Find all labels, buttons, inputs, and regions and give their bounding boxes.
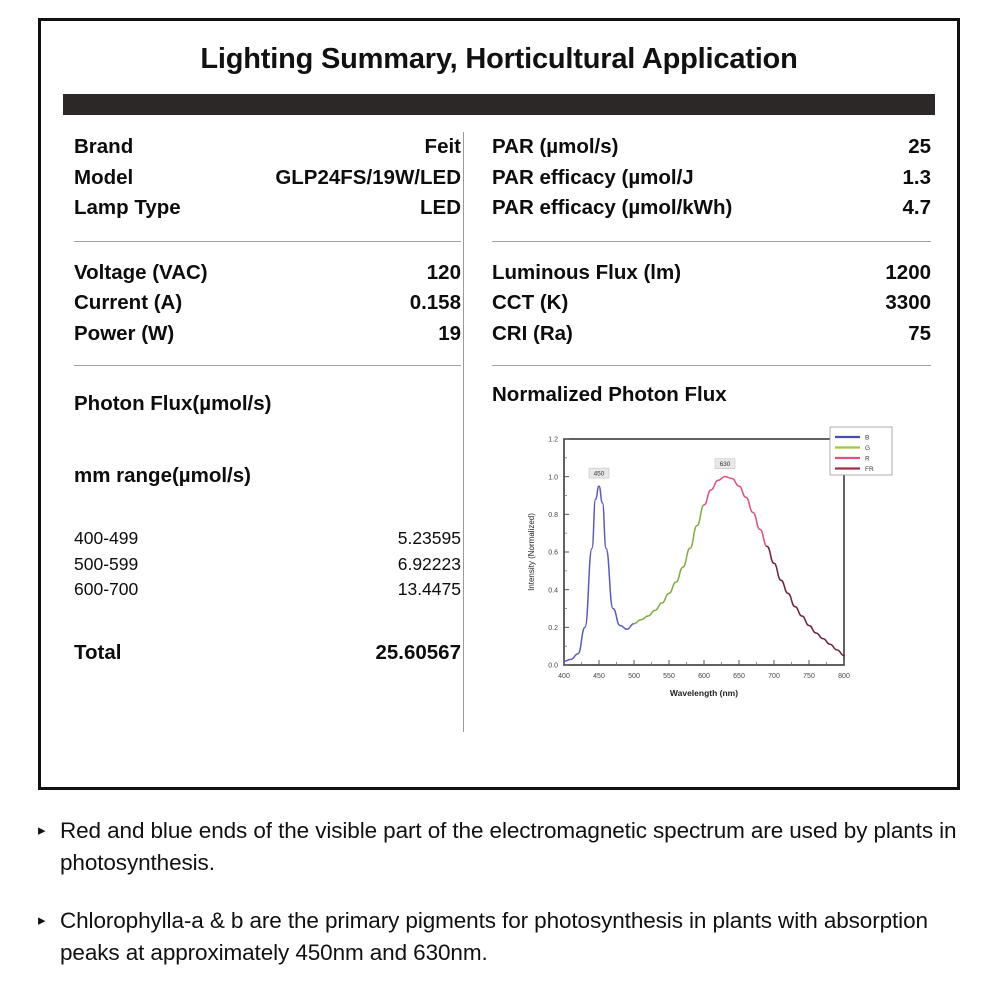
bullet-triangle-icon: ▸ — [38, 911, 46, 929]
total-label: Total — [74, 640, 122, 664]
spec-value: 1.3 — [902, 165, 931, 189]
table-row — [74, 577, 461, 603]
photon-flux-subheading: mm range(µmol/s) — [74, 464, 251, 488]
spec-columns — [41, 132, 957, 732]
spec-row — [492, 193, 931, 224]
spec-key: PAR efficacy (µmol/kWh) — [492, 196, 733, 220]
svg-text:0.2: 0.2 — [548, 625, 558, 633]
spec-value: 120 — [426, 260, 461, 284]
photometric-group — [492, 258, 931, 350]
chart-title: Normalized Photon Flux — [492, 383, 727, 407]
svg-text:1.2: 1.2 — [548, 436, 558, 444]
spectrum-chart-svg — [492, 421, 926, 709]
spec-key: Model — [74, 165, 134, 189]
spec-row — [492, 132, 931, 163]
spec-key: CRI (Ra) — [492, 321, 573, 345]
range-label: 400-499 — [74, 528, 139, 549]
svg-text:700: 700 — [768, 673, 780, 681]
spec-value: GLP24FS/19W/LED — [275, 165, 461, 189]
spec-value: 1200 — [885, 260, 931, 284]
spec-row — [74, 288, 461, 319]
divider — [74, 241, 461, 242]
svg-text:550: 550 — [663, 673, 675, 681]
spec-row — [74, 319, 461, 350]
spec-row — [492, 319, 931, 350]
svg-text:1.0: 1.0 — [548, 474, 558, 482]
svg-text:FR: FR — [865, 466, 874, 474]
divider — [74, 365, 461, 366]
svg-text:0.0: 0.0 — [548, 662, 558, 670]
left-spec-column — [41, 132, 461, 732]
spec-row — [492, 163, 931, 194]
spec-row — [492, 258, 931, 289]
spec-key: CCT (K) — [492, 291, 569, 315]
electrical-group — [74, 258, 461, 350]
notes-list — [38, 815, 968, 995]
bullet-triangle-icon: ▸ — [38, 822, 46, 839]
photon-flux-table — [74, 526, 461, 603]
spec-key: Power (W) — [74, 321, 175, 345]
photon-flux-total-row — [74, 641, 461, 665]
spec-value: 19 — [438, 321, 461, 345]
spec-row — [74, 132, 461, 163]
list-item-text: Chlorophylla-a & b are the primary pigments for photosynthesis in plants with absorption peaks at approximately 450nm and 630nm. — [60, 907, 928, 965]
identity-group — [74, 132, 461, 224]
svg-text:Wavelength (nm): Wavelength (nm) — [669, 688, 739, 699]
spec-value: 3300 — [885, 291, 931, 315]
right-spec-column — [464, 132, 957, 732]
svg-text:400: 400 — [558, 673, 570, 681]
page-title: Lighting Summary, Horticultural Application — [200, 43, 798, 75]
spec-row — [74, 258, 461, 289]
spec-key: Lamp Type — [74, 196, 181, 220]
svg-text:0.8: 0.8 — [548, 512, 558, 520]
svg-text:600: 600 — [698, 673, 710, 681]
spec-key: PAR efficacy (µmol/J — [492, 165, 694, 189]
photon-flux-heading: Photon Flux(µmol/s) — [74, 392, 272, 416]
spec-key: Luminous Flux (lm) — [492, 260, 682, 284]
svg-text:0.4: 0.4 — [548, 587, 558, 595]
spec-value: 4.7 — [902, 196, 931, 220]
title-underline-bar — [63, 94, 935, 115]
range-value: 6.92223 — [397, 553, 461, 574]
total-value: 25.60567 — [375, 640, 461, 664]
par-group — [492, 132, 931, 224]
spec-row — [74, 163, 461, 194]
spec-row — [492, 288, 931, 319]
list-item-text: Red and blue ends of the visible part of the electromagnetic spectrum are used by plants in photosynthesis. — [60, 818, 957, 875]
spec-value: 75 — [908, 321, 931, 345]
list-item — [38, 815, 968, 879]
spec-value: 25 — [908, 135, 931, 158]
svg-text:500: 500 — [628, 673, 640, 681]
table-row — [74, 526, 461, 552]
svg-text:0.6: 0.6 — [548, 549, 558, 557]
table-row — [74, 552, 461, 578]
svg-text:450: 450 — [593, 470, 605, 478]
range-value: 5.23595 — [397, 528, 461, 549]
spec-key: PAR (µmol/s) — [492, 135, 619, 158]
spec-row — [74, 193, 461, 224]
svg-text:R: R — [865, 455, 870, 463]
spec-key: Brand — [74, 135, 134, 158]
list-item — [38, 905, 968, 969]
spec-key: Current (A) — [74, 291, 183, 315]
range-label: 600-700 — [74, 579, 139, 600]
divider — [492, 241, 931, 242]
svg-text:Intensity (Normalized): Intensity (Normalized) — [527, 513, 536, 592]
spec-key: Voltage (VAC) — [74, 260, 208, 284]
spec-value: Feit — [424, 135, 461, 158]
svg-text:450: 450 — [593, 673, 605, 681]
spectrum-chart — [492, 421, 926, 709]
spec-value: 0.158 — [409, 291, 461, 315]
summary-card — [38, 18, 960, 790]
svg-text:750: 750 — [803, 673, 815, 681]
svg-text:630: 630 — [719, 461, 731, 469]
range-label: 500-599 — [74, 553, 139, 574]
range-value: 13.4475 — [397, 579, 461, 600]
svg-text:800: 800 — [838, 673, 850, 681]
svg-text:650: 650 — [733, 673, 745, 681]
divider — [492, 365, 931, 366]
spec-value: LED — [420, 196, 461, 220]
svg-text:B: B — [865, 434, 870, 442]
svg-text:G: G — [865, 445, 871, 453]
